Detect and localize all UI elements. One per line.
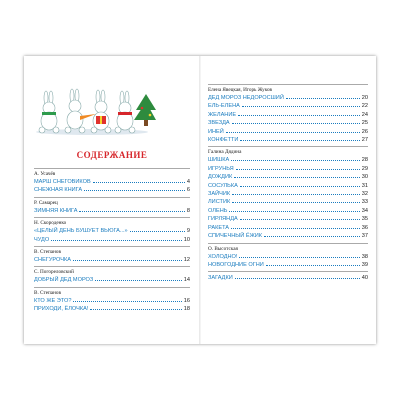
author-name: В. Степанов bbox=[34, 249, 61, 256]
page-number: 14 bbox=[183, 277, 190, 284]
entry-title: ЗВЕЗДА bbox=[208, 120, 230, 127]
page-number: 40 bbox=[361, 275, 368, 282]
entry-title: РАКЕТА bbox=[208, 224, 230, 231]
dot-leader bbox=[51, 236, 182, 241]
dot-leader bbox=[231, 156, 360, 161]
toc-entry[interactable] bbox=[208, 94, 368, 102]
left-page bbox=[24, 56, 200, 344]
page-number: 6 bbox=[186, 187, 190, 194]
author-name: А. Усачёв bbox=[34, 171, 56, 177]
toc-group bbox=[208, 243, 368, 270]
page-number: 16 bbox=[183, 297, 190, 304]
toc-group bbox=[208, 146, 368, 240]
book-spread bbox=[24, 56, 376, 344]
toc-entry[interactable] bbox=[34, 207, 190, 215]
page-number: 28 bbox=[361, 157, 368, 164]
entry-title: ЛИСТИК bbox=[208, 199, 231, 206]
dot-leader bbox=[73, 297, 181, 302]
page-number: 20 bbox=[361, 95, 368, 101]
entry-title: МАРШ СНЕГОВИКОВ bbox=[34, 179, 91, 185]
page-number: 9 bbox=[186, 228, 190, 235]
dot-leader bbox=[286, 94, 360, 99]
toc-group bbox=[34, 246, 190, 264]
page-number: 38 bbox=[361, 253, 368, 260]
author-name: О. Высотская bbox=[208, 245, 238, 252]
toc-group bbox=[208, 271, 368, 282]
contents-heading: СОДЕРЖАНИЕ bbox=[76, 150, 148, 160]
page-number: 33 bbox=[361, 199, 368, 206]
entry-title: «ЦЕЛЫЙ ДЕНЬ БУШУЕТ ВЬЮГА...» bbox=[34, 228, 128, 235]
page-number: 22 bbox=[361, 103, 368, 110]
entry-title: ЗИМНЯЯ КНИГА bbox=[34, 207, 78, 214]
page-number: 27 bbox=[361, 137, 368, 144]
entry-title: ИНЕЙ bbox=[208, 128, 224, 135]
dot-leader bbox=[93, 178, 185, 183]
dot-leader bbox=[229, 207, 359, 212]
dot-leader bbox=[264, 232, 360, 237]
page-number: 32 bbox=[361, 191, 368, 198]
entry-title: ДОБРЫЙ ДЕД МОРОЗ bbox=[34, 277, 94, 284]
entry-title: ИГРУНЬЯ bbox=[208, 165, 234, 172]
entry-title: ДЕД МОРОЗ НЕДОРОСШИЙ bbox=[208, 95, 284, 101]
fir-tree bbox=[134, 94, 156, 126]
bunny-3 bbox=[91, 90, 111, 133]
bunny-2 bbox=[65, 89, 96, 133]
author-name: Галина Дядина bbox=[208, 149, 242, 156]
entry-title: НОВОГОДНИЕ ОГНИ bbox=[208, 261, 264, 268]
bunnies-illustration bbox=[32, 86, 156, 136]
author-name: В. Степанов bbox=[34, 289, 61, 296]
toc-entry[interactable] bbox=[208, 102, 368, 110]
toc-entry[interactable] bbox=[34, 236, 190, 244]
page-number: 37 bbox=[361, 233, 368, 240]
toc-entry[interactable] bbox=[208, 207, 368, 215]
toc-entry[interactable] bbox=[208, 224, 368, 232]
entry-title: СНЕГУРОЧКА bbox=[34, 257, 71, 264]
dot-leader bbox=[232, 198, 360, 203]
dot-leader bbox=[90, 305, 181, 310]
toc-right bbox=[208, 84, 368, 285]
bunny-1 bbox=[39, 91, 59, 133]
page-number: 26 bbox=[361, 128, 368, 135]
toc-entry[interactable] bbox=[208, 190, 368, 198]
toc-entry[interactable] bbox=[208, 165, 368, 173]
page-number: 10 bbox=[183, 236, 190, 243]
toc-entry[interactable] bbox=[34, 297, 190, 305]
dot-leader bbox=[234, 173, 360, 178]
page-number: 12 bbox=[183, 257, 190, 264]
dot-leader bbox=[236, 165, 360, 170]
dot-leader bbox=[95, 276, 181, 281]
toc-entry[interactable] bbox=[34, 276, 190, 284]
page-number: 29 bbox=[361, 165, 368, 172]
entry-title: КОНФЕТТИ bbox=[208, 137, 239, 144]
entry-title: ПРИХОДИ, ЁЛОЧКА! bbox=[34, 306, 89, 313]
page-number: 18 bbox=[183, 306, 190, 313]
author-name: Н. Скороденко bbox=[34, 220, 67, 227]
dot-leader bbox=[226, 128, 360, 133]
toc-entry[interactable] bbox=[34, 186, 190, 194]
toc-group bbox=[208, 84, 368, 144]
toc-left bbox=[34, 168, 190, 316]
toc-entry[interactable] bbox=[208, 274, 368, 282]
toc-entry[interactable] bbox=[34, 227, 190, 235]
author-name: Елена Явецкая, Игорь Жуков bbox=[208, 87, 272, 93]
page-number: 36 bbox=[361, 224, 368, 231]
toc-entry[interactable] bbox=[208, 261, 368, 269]
dot-leader bbox=[242, 102, 360, 107]
page-number: 24 bbox=[361, 111, 368, 118]
page-number: 30 bbox=[361, 174, 368, 181]
toc-entry[interactable] bbox=[208, 128, 368, 136]
entry-title: ЗАГАДКИ bbox=[208, 275, 233, 282]
toc-entry[interactable] bbox=[208, 253, 368, 261]
entry-title: ЖЕЛАНИЕ bbox=[208, 111, 237, 118]
page-number: 4 bbox=[186, 179, 190, 185]
page-number: 31 bbox=[361, 182, 368, 189]
author-name: С. Погореловский bbox=[34, 269, 74, 276]
dot-leader bbox=[73, 256, 182, 261]
bunny-4 bbox=[115, 91, 135, 133]
toc-group bbox=[34, 168, 190, 195]
right-page bbox=[200, 56, 376, 344]
entry-title: СПИЧЕЧНЫЙ ЁЖИК bbox=[208, 233, 263, 240]
toc-entry[interactable] bbox=[208, 156, 368, 164]
dot-leader bbox=[238, 111, 360, 116]
entry-title: ШИШКА bbox=[208, 157, 230, 164]
dot-leader bbox=[240, 136, 359, 141]
dot-leader bbox=[232, 119, 360, 124]
toc-entry[interactable] bbox=[208, 111, 368, 119]
dot-leader bbox=[240, 215, 360, 220]
page-number: 35 bbox=[361, 216, 368, 223]
toc-group bbox=[34, 266, 190, 284]
toc-group bbox=[34, 217, 190, 244]
entry-title: ЧУДО bbox=[34, 236, 50, 243]
entry-title: ОЛЕНЬ bbox=[208, 207, 228, 214]
toc-entry[interactable] bbox=[208, 182, 368, 190]
entry-title: ДОЖДИК bbox=[208, 174, 233, 181]
dot-leader bbox=[235, 274, 360, 279]
page-number: 8 bbox=[186, 207, 190, 214]
page-number: 34 bbox=[361, 207, 368, 214]
author-name: Р. Самарец bbox=[34, 199, 58, 206]
entry-title: СОСУЛЬКА bbox=[208, 182, 238, 189]
toc-group bbox=[34, 197, 190, 215]
toc-entry[interactable] bbox=[34, 305, 190, 313]
toc-entry[interactable] bbox=[208, 173, 368, 181]
entry-title: ХОЛОДНО! bbox=[208, 253, 238, 260]
toc-entry[interactable] bbox=[208, 119, 368, 127]
dot-leader bbox=[266, 261, 360, 266]
toc-entry[interactable] bbox=[208, 136, 368, 144]
entry-title: ГИРЛЯНДА bbox=[208, 216, 238, 223]
toc-entry[interactable] bbox=[34, 256, 190, 264]
dot-leader bbox=[231, 224, 360, 229]
entry-title: КТО ЖЕ ЭТО? bbox=[34, 297, 72, 304]
toc-entry[interactable] bbox=[208, 232, 368, 240]
dot-leader bbox=[130, 227, 185, 232]
entry-title: ЗАЙЧИК bbox=[208, 191, 231, 198]
toc-group bbox=[34, 287, 190, 314]
page-number: 25 bbox=[361, 120, 368, 127]
page-number: 39 bbox=[361, 261, 368, 268]
dot-leader bbox=[79, 207, 184, 212]
dot-leader bbox=[84, 186, 185, 191]
dot-leader bbox=[232, 190, 360, 195]
toc-entry[interactable] bbox=[34, 178, 190, 186]
toc-entry[interactable] bbox=[208, 198, 368, 206]
dot-leader bbox=[239, 253, 359, 258]
entry-title: ЕЛЬ-ЕЛЕНА bbox=[208, 103, 240, 110]
dot-leader bbox=[240, 182, 360, 187]
entry-title: СНЕЖНАЯ КНИГА bbox=[34, 187, 83, 194]
toc-entry[interactable] bbox=[208, 215, 368, 223]
